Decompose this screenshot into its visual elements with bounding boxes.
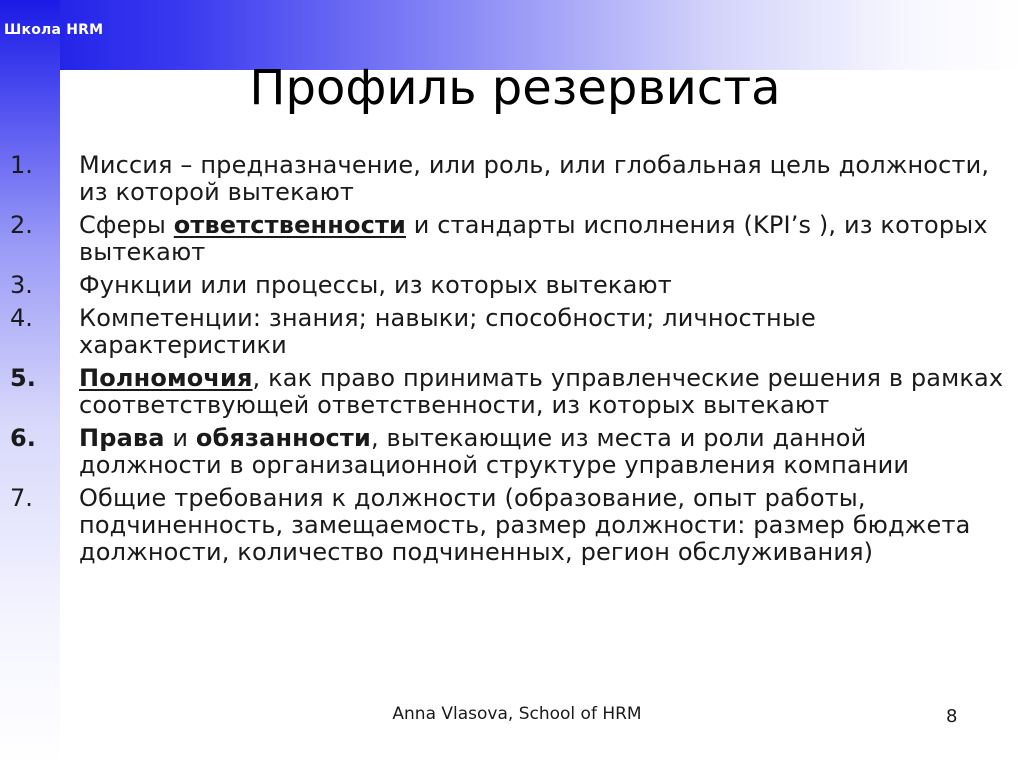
footer-author: Anna Vlasova, School of HRM — [392, 704, 642, 724]
emphasis-authority: Полномочия — [79, 364, 253, 392]
text-mid: и — [164, 424, 196, 452]
slide-title: Профиль резервиста — [249, 60, 781, 116]
numbered-list — [10, 152, 1015, 572]
list-item-7 — [10, 485, 1015, 566]
text-after: , как право принимать управленческие решения в рамках соответствующей ответственности, из которых вытекают — [79, 364, 1004, 419]
list-number: 3. — [10, 271, 33, 299]
list-number: 7. — [10, 484, 33, 512]
list-item-text: Миссия – предназначение, или роль, или глобальная цель должности, из которой вытекают — [79, 151, 990, 206]
text-before: Сферы — [79, 211, 174, 239]
list-item-3 — [10, 272, 1015, 299]
list-number: 4. — [10, 304, 33, 332]
list-number: 5. — [10, 364, 36, 392]
list-item-1 — [10, 152, 1015, 206]
list-number: 1. — [10, 151, 33, 179]
list-item-5 — [10, 365, 1015, 419]
page-number: 8 — [946, 706, 958, 727]
list-item-text — [79, 212, 1015, 266]
list-number: 6. — [10, 424, 36, 452]
list-item-text — [79, 365, 1015, 419]
list-item-text — [79, 425, 1015, 479]
list-item-text: Функции или процессы, из которых вытекают — [79, 271, 672, 299]
emphasis-rights: Права — [79, 424, 165, 452]
list-item-6 — [10, 425, 1015, 479]
brand-label: Школа HRM — [4, 22, 104, 38]
emphasis-duties: обязанности — [195, 424, 371, 452]
list-item-4 — [10, 305, 1015, 359]
list-item-text: Компетенции: знания; навыки; способности; личностные характеристики — [79, 304, 816, 359]
emphasis-responsibility: ответственности — [173, 211, 406, 239]
list-number: 2. — [10, 211, 33, 239]
text-after: и стандарты исполнения (KPI’s ), из которых вытекают — [79, 211, 988, 266]
list-item-2 — [10, 212, 1015, 266]
text-after: , вытекающие из места и роли данной должности в организационной структуре управления компании — [79, 424, 910, 479]
list-item-text: Общие требования к должности (образование, опыт работы, подчиненность, замещаемость, размер должности: размер бюджета должности, количество подчиненных, регион обслуживания) — [79, 484, 971, 566]
